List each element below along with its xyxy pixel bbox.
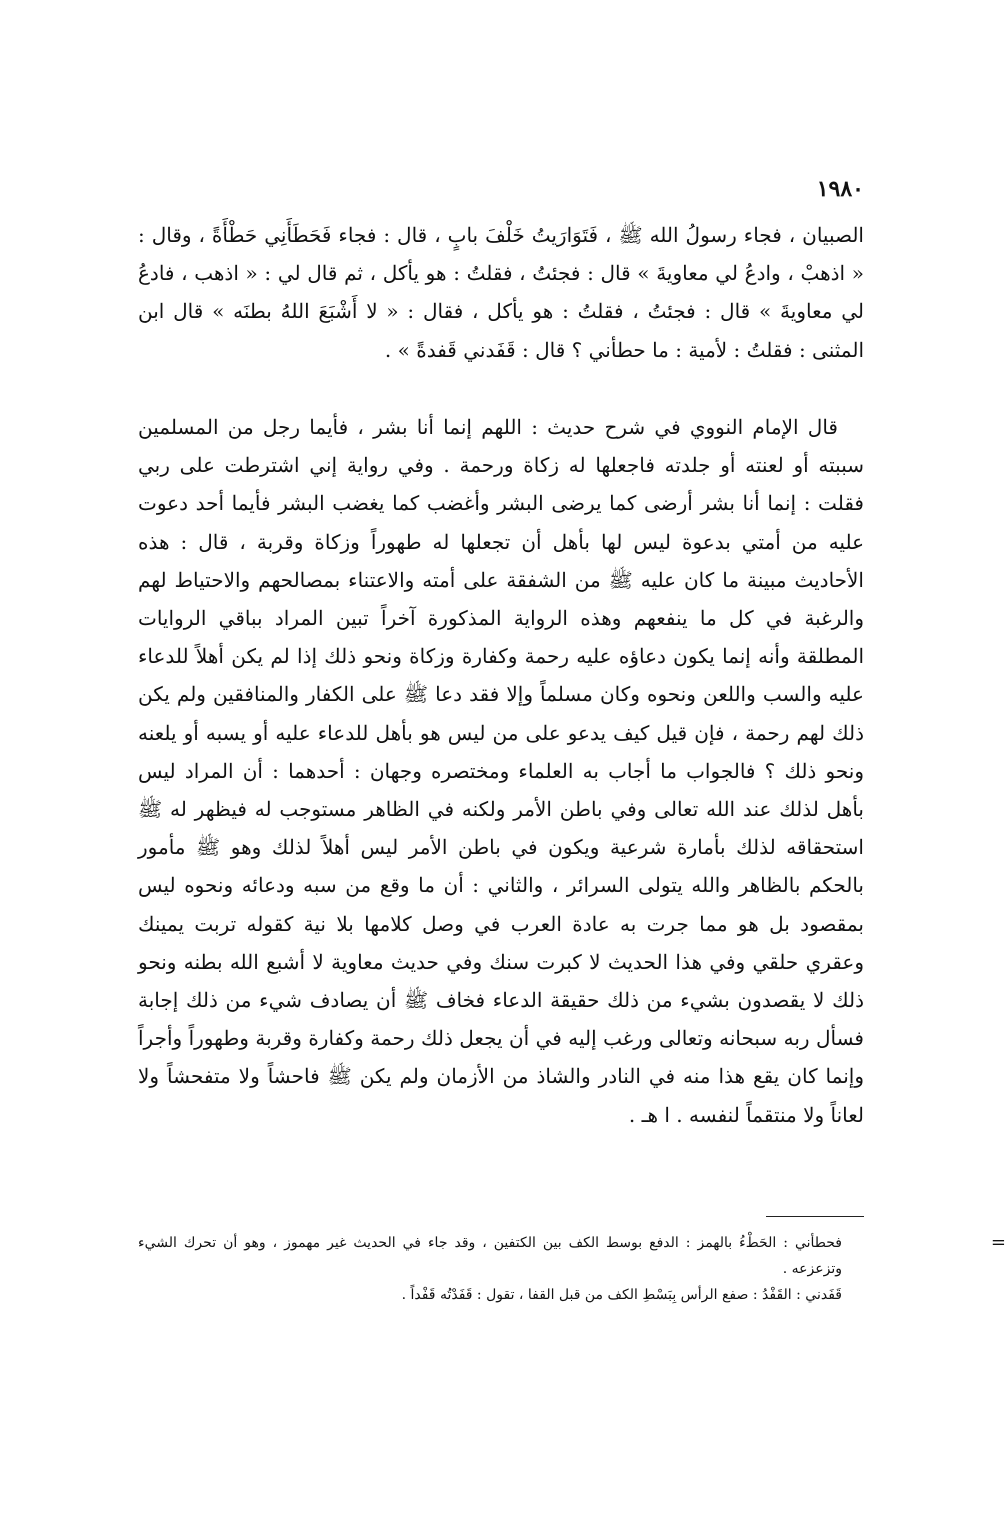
page-number: ١٩٨٠ bbox=[816, 176, 864, 202]
footnote-qafadani: قَفَدني : القَفْدُ : صفع الرأس بِبَسْطِ الكف من قبل القفا ، تقول : قَفَدْتُه قَفْداً . bbox=[401, 1287, 842, 1303]
footnotes bbox=[138, 1230, 864, 1308]
hadith-paragraph: الصبيان ، فجاء رسولُ الله ﷺ ، فَتَوَارَيتُ خَلْفَ بابٍ ، قال : فجاء فَحَطَأَنِي حَطْأَةً ، وقال : « اذهبْ ، وادعُ لي معاويةَ » قال : فجئتُ ، فقلتُ : هو يأكل ، ثم قال لي : « اذهب ، فادعُ لي معاويةَ » قال : فجئتُ ، فقلتُ : هو يأكل ، فقال : « لا أَشْبَعَ اللهُ بطنَه » قال ابن المثنى : فقلتُ : لأمية : ما حطأني ؟ قال : قَفَدني قَفدةً » . bbox=[138, 223, 864, 362]
footnote-hataani: فحطأني : الحَطْءُ بالهمز : الدفع بوسط الكف بين الكتفين ، وقد جاء في الحديث غير مهموز ، وهو أن تحرك الشيء وتزعزعه . bbox=[138, 1235, 842, 1277]
hadith-text bbox=[138, 216, 864, 369]
commentary-paragraph: قال الإمام النووي في شرح حديث : اللهم إنما أنا بشر ، فأيما رجل من المسلمين سببته أو لعنته أو جلدته فاجعلها له زكاة ورحمة . وفي رواية إني اشترطت على ربي فقلت : إنما أنا بشر أرضى كما يرضى البشر وأغضب كما يغضب البشر فأيما أحد دعوت عليه من أمتي بدعوة ليس لها بأهل أن تجعلها له طهوراً وزكاة وقربة ، قال : هذه الأحاديث مبينة ما كان عليه ﷺ من الشفقة على أمته والاعتناء بمصالحهم والاحتياط لهم والرغبة في كل ما ينفعهم وهذه الرواية المذكورة آخراً تبين المراد بباقي الروايات المطلقة وأنه إنما يكون دعاؤه عليه رحمة وكفارة وزكاة ونحو ذلك إذا لم يكن أهلاً للدعاء عليه والسب واللعن ونحوه وكان مسلماً وإلا فقد دعا ﷺ على الكفار والمنافقين ولم يكن ذلك لهم رحمة ، فإن قيل كيف يدعو على من ليس هو بأهل للدعاء عليه أو يسبه أو يلعنه ونحو ذلك ؟ فالجواب ما أجاب به العلماء ومختصره وجهان : أحدهما : أن المراد ليس بأهل لذلك عند الله تعالى وفي باطن الأمر ولكنه في الظاهر مستوجب له فيظهر له ﷺ استحقاقه لذلك بأمارة شرعية ويكون في باطن الأمر ليس أهلاً لذلك وهو ﷺ مأمور بالحكم بالظاهر والله يتولى السرائر ، والثاني : أن ما وقع من سبه ودعائه ونحوه ليس بمقصود بل هو مما جرت به عادة العرب في وصل كلامها بلا نية كقوله تربت يمينك وعقري حلقي وفي هذا الحديث لا كبرت سنك وفي حديث معاوية لا أشبع الله بطنه ونحو ذلك لا يقصدون بشيء من ذلك حقيقة الدعاء فخاف ﷺ أن يصادف شيء من ذلك إجابة فسأل ربه سبحانه وتعالى ورغب إليه في أن يجعل ذلك رحمة وكفارة وقربة وطهوراً وأجراً وإنما كان يقع هذا منه في النادر والشاذ من الأزمان ولم يكن ﷺ فاحشاً ولا متفحشاً ولا لعاناً ولا منتقماً لنفسه . ا هـ . bbox=[138, 415, 865, 1127]
footnote-continuation-marker: = bbox=[990, 1232, 1006, 1253]
commentary-text bbox=[138, 408, 864, 1134]
footnote-divider bbox=[766, 1216, 864, 1217]
